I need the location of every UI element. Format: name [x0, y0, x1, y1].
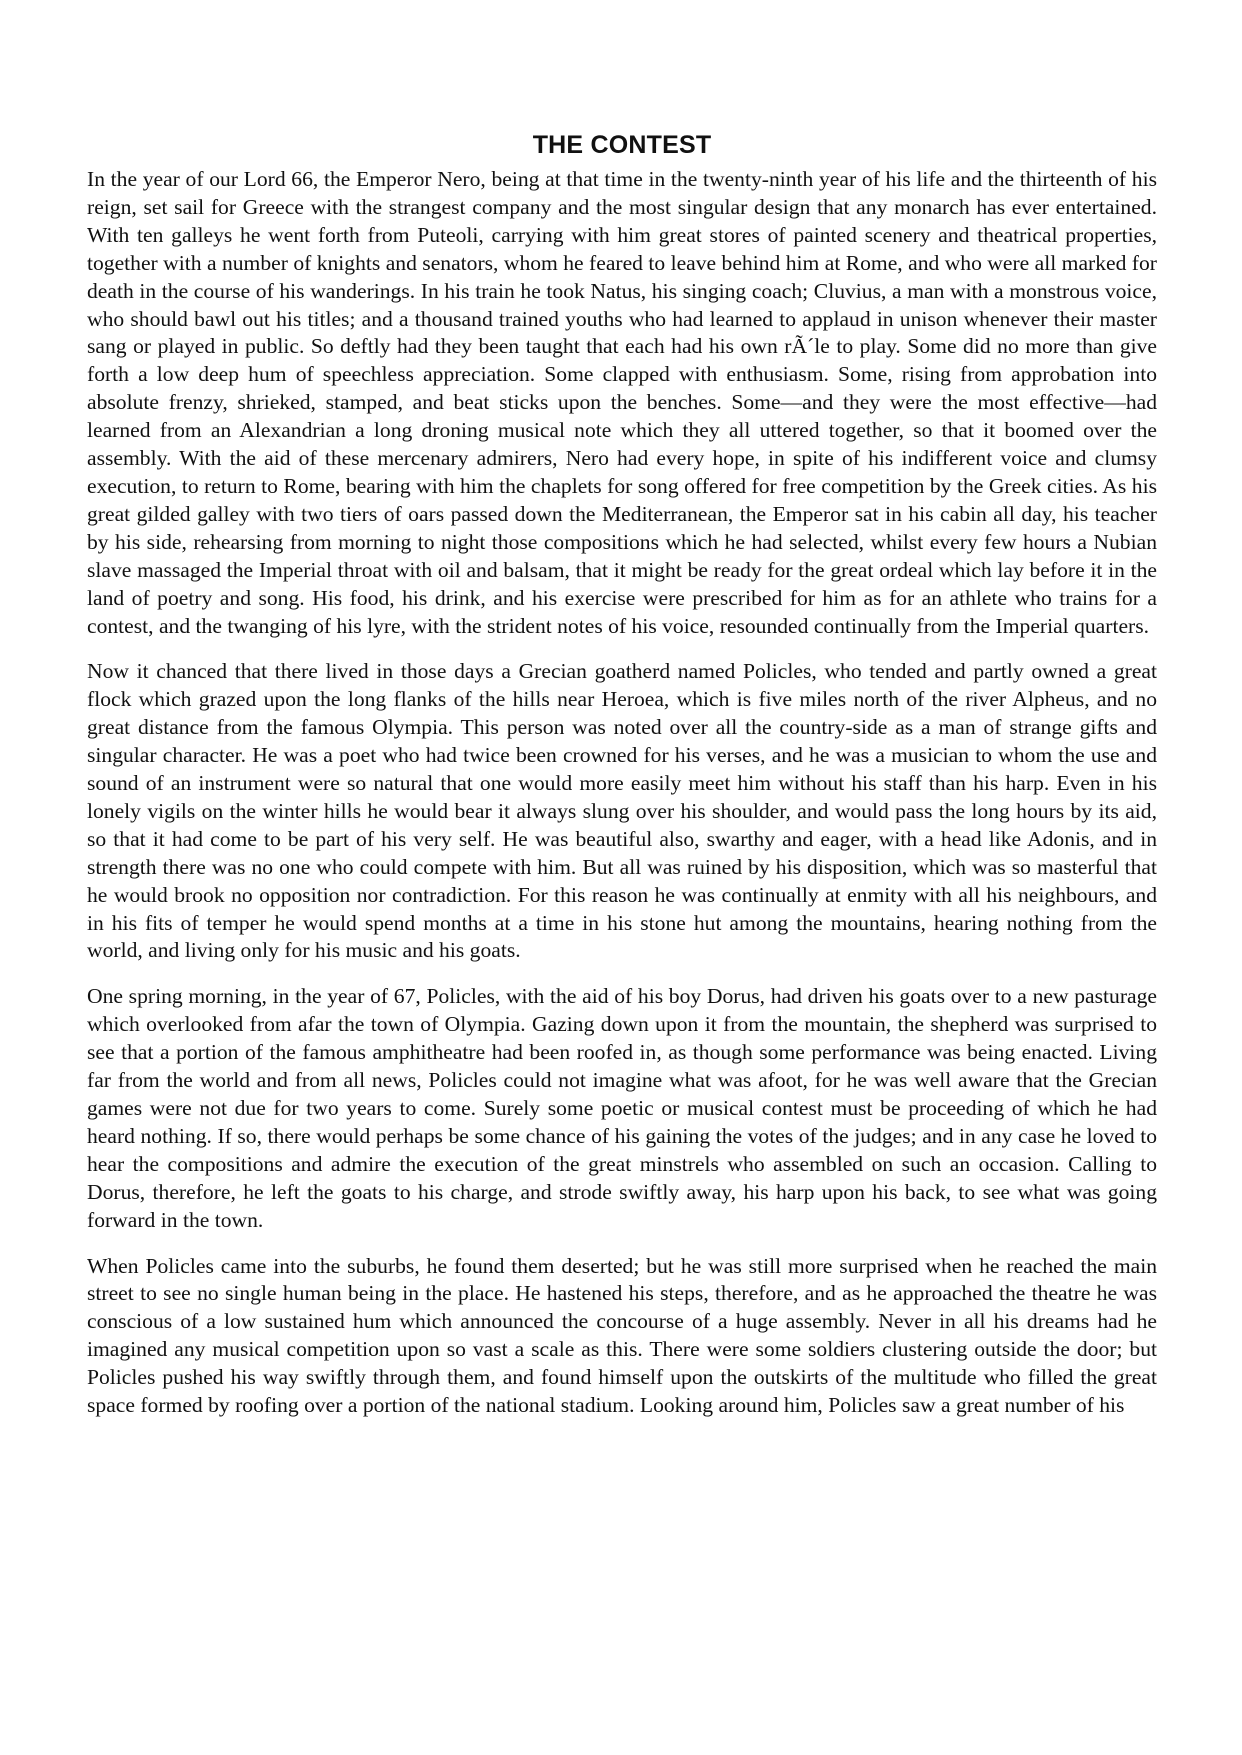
paragraph-2: Now it chanced that there lived in those days a Grecian goatherd named Policles, who tended and partly owned a great flock which grazed upon the long flanks of the hills near Heroea, which is five miles north of the river Alpheus, and no great distance from the famous Olympia. This person was noted over all the country-side as a man of strange gifts and singular character. He was a poet who had twice been crowned for his verses, and he was a musician to whom the use and sound of an instrument were so natural that one would more easily meet him without his staff than his harp. Even in his lonely vigils on the winter hills he would bear it always slung over his shoulder, and would pass the long hours by its aid, so that it had come to be part of his very self. He was beautiful also, swarthy and eager, with a head like Adonis, and in strength there was no one who could compete with him. But all was ruined by his disposition, which was so masterful that he would brook no opposition nor contradiction. For this reason he was continually at enmity with all his neighbours, and in his fits of temper he would spend months at a time in his stone hut among the mountains, hearing nothing from the world, and living only for his music and his goats. [87, 659, 1157, 963]
paragraph-4: When Policles came into the suburbs, he found them deserted; but he was still more surprised when he reached the main street to see no single human being in the place. He hastened his steps, therefore, and as he approached the theatre he was conscious of a low sustained hum which announced the concourse of a huge assembly. Never in all his dreams had he imagined any musical competition upon so vast a scale as this. There were some soldiers clustering outside the door; but Policles pushed his way swiftly through them, and found himself upon the outskirts of the multitude who filled the great space formed by roofing over a portion of the national stadium. Looking around him, Policles saw a great number of his [87, 1253, 1157, 1418]
paragraph-3: One spring morning, in the year of 67, Policles, with the aid of his boy Dorus, had driven his goats over to a new pasturage which overlooked from afar the town of Olympia. Gazing down upon it from the mountain, the shepherd was surprised to see that a portion of the famous amphitheatre had been roofed in, as though some performance was being enacted. Living far from the world and from all news, Policles could not imagine what was afoot, for he was well aware that the Grecian games were not due for two years to come. Surely some poetic or musical contest must be proceeding of which he had heard nothing. If so, there would perhaps be some chance of his gaining the votes of the judges; and in any case he loved to hear the compositions and admire the execution of the great minstrels who assembled on such an occasion. Calling to Dorus, therefore, he left the goats to his charge, and strode swiftly away, his harp upon his back, to see what was going forward in the town. [87, 984, 1157, 1232]
document-title: THE CONTEST [532, 131, 712, 159]
document-page [87, 130, 1157, 1438]
paragraph-1: In the year of our Lord 66, the Emperor Nero, being at that time in the twenty-ninth year of his life and the thirteenth of his reign, set sail for Greece with the strangest company and the most singular design that any monarch has ever entertained. With ten galleys he went forth from Puteoli, carrying with him great stores of painted scenery and theatrical properties, together with a number of knights and senators, whom he feared to leave behind him at Rome, and who were all marked for death in the course of his wanderings. In his train he took Natus, his singing coach; Cluvius, a man with a monstrous voice, who should bawl out his titles; and a thousand trained youths who had learned to applaud in unison whenever their master sang or played in public. So deftly had they been taught that each had his own rÃ´le to play. Some did no more than give forth a low deep hum of speechless appreciation. Some clapped with enthusiasm. Some, rising from approbation into absolute frenzy, shrieked, stamped, and beat sticks upon the benches. Some—and they were the most effective—had learned from an Alexandrian a long droning musical note which they all uttered together, so that it boomed over the assembly. With the aid of these mercenary admirers, Nero had every hope, in spite of his indifferent voice and clumsy execution, to return to Rome, bearing with him the chaplets for song offered for free competition by the Greek cities. As his great gilded galley with two tiers of oars passed down the Mediterranean, the Emperor sat in his cabin all day, his teacher by his side, rehearsing from morning to night those compositions which he had selected, whilst every few hours a Nubian slave massaged the Imperial throat with oil and balsam, that it might be ready for the great ordeal which lay before it in the land of poetry and song. His food, his drink, and his exercise were prescribed for him as for an athlete who trains for a contest, and the twanging of his lyre, with the strident notes of his voice, resounded continually from the Imperial quarters. [87, 167, 1157, 638]
